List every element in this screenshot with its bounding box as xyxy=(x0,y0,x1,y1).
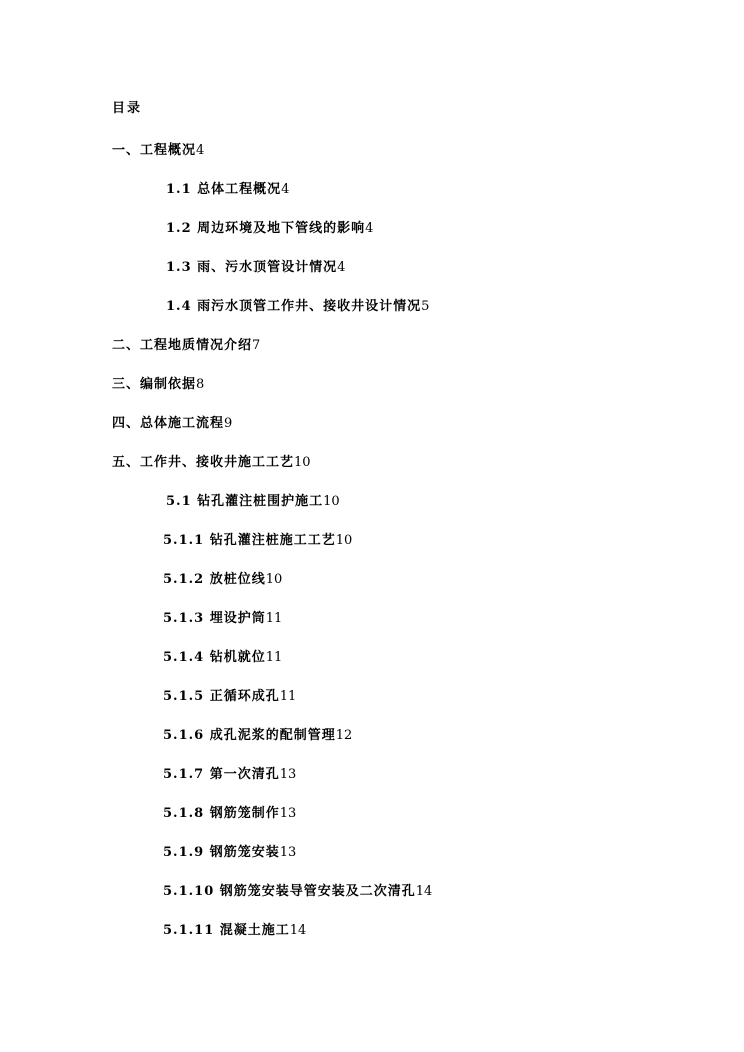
toc-entry[interactable] xyxy=(166,256,345,275)
toc-entry-page: 11 xyxy=(265,611,283,626)
toc-entry-page: 13 xyxy=(279,806,297,821)
toc-entry-page: 10 xyxy=(323,494,340,509)
toc-entry[interactable] xyxy=(112,412,232,431)
toc-entry[interactable] xyxy=(166,490,340,509)
toc-entry[interactable] xyxy=(112,451,311,470)
toc-entry-page: 8 xyxy=(196,377,205,392)
toc-entry[interactable] xyxy=(163,841,296,860)
toc-entry-page: 12 xyxy=(335,728,353,743)
toc-entry-page: 4 xyxy=(365,221,374,236)
toc-entry-page: 10 xyxy=(265,572,283,587)
toc-entry-page: 5 xyxy=(421,299,430,314)
toc-entry-text: 5.1.11 混凝土施工 xyxy=(163,923,290,938)
toc-entry-text: 1.3 雨、污水顶管设计情况 xyxy=(166,260,338,275)
toc-entry[interactable] xyxy=(163,646,282,665)
toc-entry-text: 5.1 钻孔灌注桩围护施工 xyxy=(166,494,324,509)
toc-entry[interactable] xyxy=(166,295,429,314)
toc-entry-page: 13 xyxy=(279,767,297,782)
toc-entry-text: 四、总体施工流程 xyxy=(112,416,225,431)
toc-entry[interactable] xyxy=(166,178,289,197)
toc-entry-page: 9 xyxy=(224,416,233,431)
toc-entry[interactable] xyxy=(163,763,296,782)
toc-entry-page: 14 xyxy=(289,923,307,938)
toc-entry-text: 5.1.1 钻孔灌注桩施工工艺 xyxy=(163,533,336,548)
toc-entry-text: 五、工作井、接收井施工工艺 xyxy=(112,455,295,470)
toc-entry-page: 4 xyxy=(337,260,346,275)
toc-entry-text: 5.1.5 正循环成孔 xyxy=(163,689,280,704)
toc-entry-text: 1.4 雨污水顶管工作井、接收井设计情况 xyxy=(166,299,422,314)
toc-entry[interactable] xyxy=(163,880,432,899)
toc-entry[interactable] xyxy=(112,373,204,392)
toc-entry-text: 5.1.4 钻机就位 xyxy=(163,650,266,665)
toc-entry-page: 10 xyxy=(294,455,311,470)
toc-entry-page: 4 xyxy=(196,143,205,158)
toc-entry-text: 5.1.9 钢筋笼安装 xyxy=(163,845,280,860)
toc-entry[interactable] xyxy=(163,724,352,743)
toc-entry-text: 5.1.2 放桩位线 xyxy=(163,572,266,587)
toc-entry-text: 1.1 总体工程概况 xyxy=(166,182,282,197)
toc-entry[interactable] xyxy=(163,607,282,626)
toc-entry-text: 5.1.3 埋设护筒 xyxy=(163,611,266,626)
toc-entry-page: 11 xyxy=(279,689,297,704)
toc-entry-text: 5.1.8 钢筋笼制作 xyxy=(163,806,280,821)
toc-entry[interactable] xyxy=(163,529,352,548)
toc-entry-text: 5.1.7 第一次清孔 xyxy=(163,767,280,782)
toc-entry-text: 二、工程地质情况介绍 xyxy=(112,338,253,353)
toc-entry-page: 10 xyxy=(335,533,353,548)
toc-entry-text: 一、工程概况 xyxy=(112,143,197,158)
toc-entry-text: 三、编制依据 xyxy=(112,377,197,392)
toc-entry-page: 13 xyxy=(279,845,297,860)
toc-entry[interactable] xyxy=(163,919,306,938)
toc-entry-page: 7 xyxy=(252,338,261,353)
toc-entry[interactable] xyxy=(163,685,296,704)
toc-title: 目录 xyxy=(112,101,143,116)
toc-entry-page: 11 xyxy=(265,650,283,665)
toc-entry-page: 4 xyxy=(281,182,290,197)
toc-entry[interactable] xyxy=(112,139,204,158)
toc-entry[interactable] xyxy=(166,217,373,236)
toc-entry-page: 14 xyxy=(415,884,433,899)
toc-entry[interactable] xyxy=(163,802,296,821)
toc-entry[interactable] xyxy=(163,568,282,587)
toc-entry-text: 1.2 周边环境及地下管线的影响 xyxy=(166,221,366,236)
toc-entry-text: 5.1.10 钢筋笼安装导管安装及二次清孔 xyxy=(163,884,416,899)
toc-entry-text: 5.1.6 成孔泥浆的配制管理 xyxy=(163,728,336,743)
toc-entry[interactable] xyxy=(112,334,260,353)
